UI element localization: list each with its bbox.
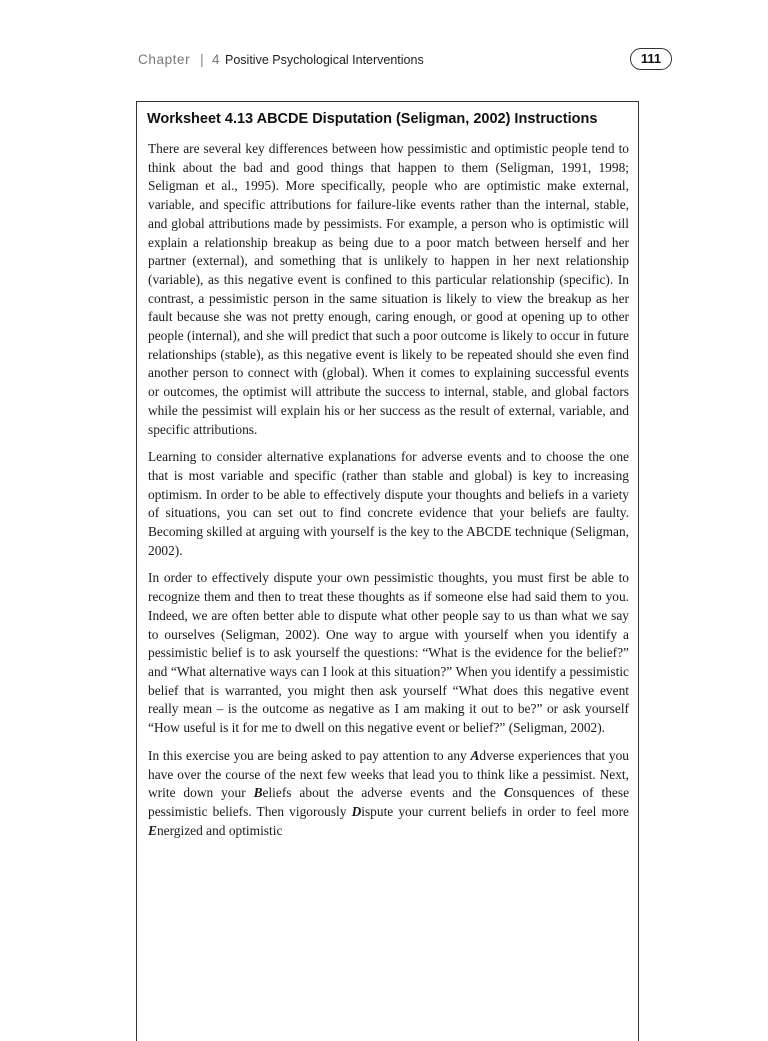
paragraph-dispute-thoughts: In order to effectively dispute your own pessimistic thoughts, you must first be able to recognize them and then to treat these thoughts as if someone else had said them to you. Indeed, we are often better able to dispute what other people say to us than what we say to ourselves (Seligman, 2002). One way to argue with yourself when you identify a pessimistic belief is to ask yourself the questions: “What is the evidence for the belief?” and “What alternative ways can I look at this situation?” When you identify a pessimistic belief that is warranted, you might then ask yourself “What does this negative event really mean – is the outcome as negative as I am making it out to be?” or ask yourself “How useful is it for me to dwell on this negative event or belief?” (Seligman, 2002). (148, 570, 629, 736)
text-segment: eliefs about the adverse events and the (262, 785, 504, 801)
worksheet-body (148, 140, 629, 849)
text-segment: In this exercise you are being asked to pay attention to any (148, 747, 471, 763)
letter-e: E (148, 822, 157, 838)
paragraph-exercise-instructions (148, 747, 629, 841)
letter-d: D (351, 803, 362, 819)
chapter-title: Positive Psychological Interventions (225, 53, 424, 67)
text-segment: dverse experiences that you have over the course of the next few weeks that lead you to think like a pessimist. Next, write down your (148, 747, 629, 801)
page-number-badge: 111 (630, 48, 672, 70)
letter-c: C (503, 785, 513, 801)
paragraph-attributions: There are several key differences between how pessimistic and optimistic people tend to think about the bad and good things that happen to them (Seligman, 1991, 1998; Seligman et al., 1995). More specifically, people who are optimistic make external, variable, and specific attributions for failure-like events rather than the internal, stable, and global attributions made by pessimists. For example, a person who is optimistic will explain a relationship breakup as being due to a poor match between herself and her partner (external), and something that is unlikely to happen in her next relationship (variable), as this negative event is confined to this particular relationship (specific). In contrast, a pessimistic person in the same situation is likely to view the breakup as her fault because she was not pretty enough, caring enough, or good at opening up to other people (internal), and she will predict that such a poor outcome is likely to occur in future relationships (stable), as this negative event is likely to be repeated should she even find another person to connect with (global). When it comes to explaining successful events or outcomes, the optimist will attribute the success to internal, stable, and global factors while the pessimist will explain his or her success as the result of external, variable, and specific attributions. (148, 141, 629, 437)
header-separator: | (200, 51, 204, 67)
worksheet-title: Worksheet 4.13 ABCDE Disputation (Seligman, 2002) Instructions (147, 111, 598, 127)
text-segment: nergized and optimistic (156, 822, 283, 838)
text-segment: onsquences of these pessimistic beliefs. Then vigorously (148, 785, 630, 819)
chapter-label: Chapter (138, 52, 191, 67)
text-segment: ispute your current beliefs in order to feel more (361, 803, 629, 819)
chapter-number: 4 (212, 52, 220, 67)
running-header (138, 48, 672, 72)
letter-b: B (253, 785, 263, 801)
paragraph-alternative-explanations: Learning to consider alternative explanations for adverse events and to choose the one that is most variable and specific (rather than stable and global) is key to increasing optimism. In order to be able to effectively dispute your thoughts and beliefs in a variety of situations, you can set out to find concrete evidence that your beliefs are faulty. Becoming skilled at arguing with yourself is the key to the ABCDE technique (Seligman, 2002). (148, 449, 629, 558)
letter-a: A (470, 747, 480, 763)
